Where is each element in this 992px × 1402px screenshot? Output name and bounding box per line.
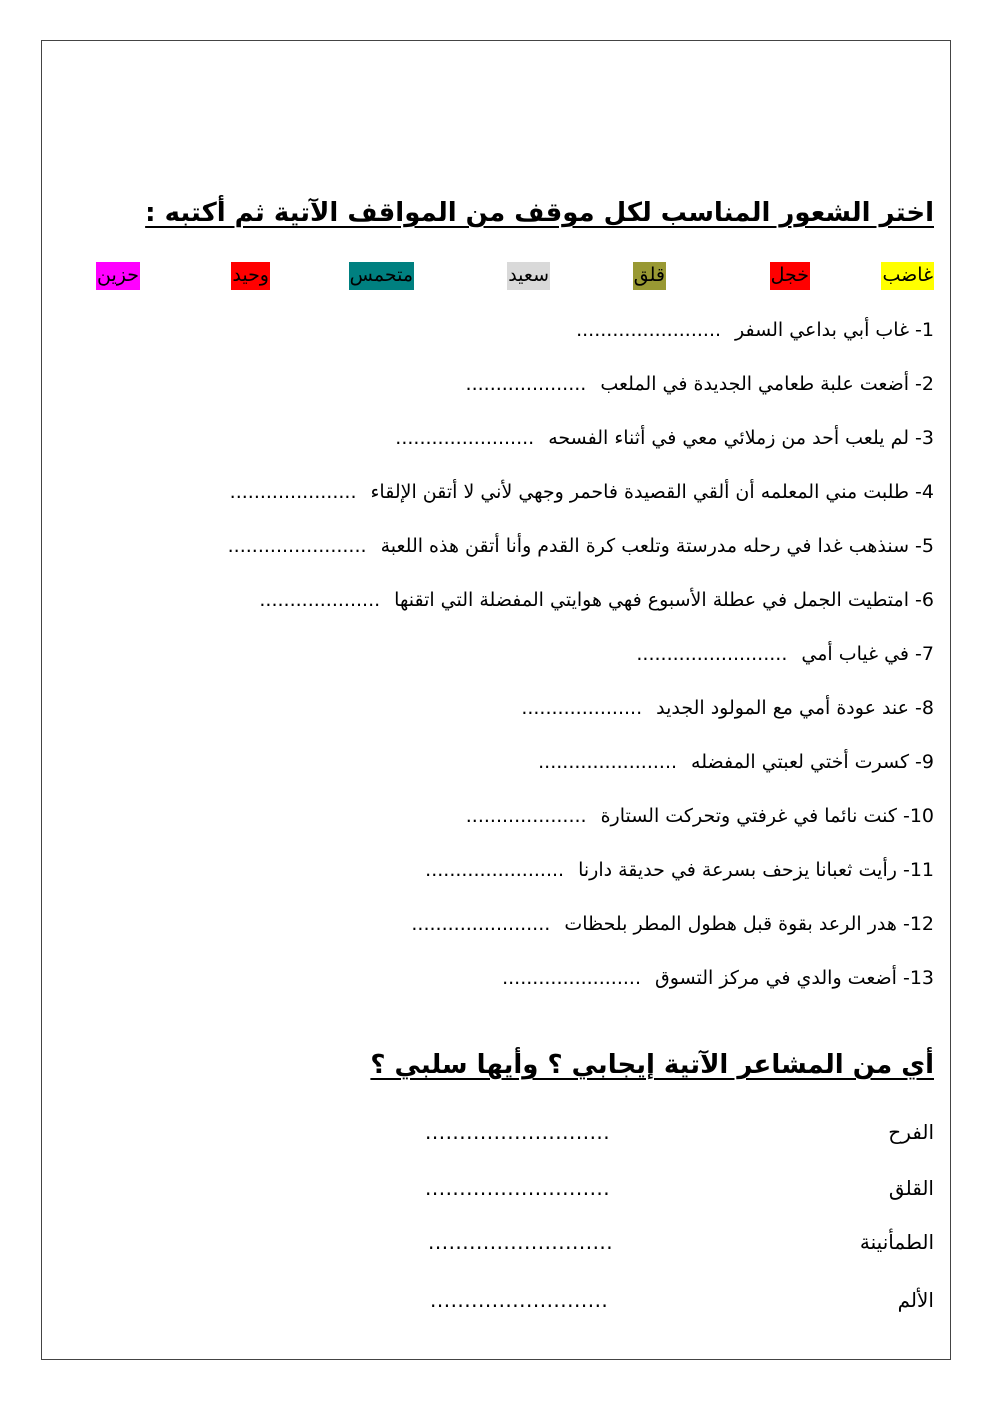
word-bank-item-shy: خجل (770, 262, 810, 290)
question-text: 1- غاب أبي بداعي السفر (735, 319, 934, 341)
question-text: 11- رأيت ثعبانا يزحف بسرعة في حديقة دارنا (578, 859, 934, 881)
answer-blank[interactable]: ....................... (395, 427, 535, 449)
answer-blank[interactable]: ......................... (636, 643, 788, 665)
question-4 (230, 478, 934, 506)
word-bank-item-happy: سعيد (507, 262, 550, 290)
answer-blank[interactable]: ....................... (425, 859, 565, 881)
word-bank-item-worried: قلق (633, 262, 666, 290)
question-7 (636, 640, 934, 668)
question-text: 2- أضعت علبة طعامي الجديدة في الملعب (600, 373, 934, 395)
question-text: 5- سنذهب غدا في رحله مدرستة وتلعب كرة القدم وأنا أتقن هذه اللعبة (380, 535, 934, 557)
answer-blank[interactable]: ........................ (576, 319, 722, 341)
question-text: 7- في غياب أمي (801, 643, 934, 665)
question-text: 10- كنت نائما في غرفتي وتحركت الستارة (600, 805, 934, 827)
question-text: 4- طلبت مني المعلمه أن ألقي القصيدة فاحمر وجهي لأني لا أتقن الإلقاء (370, 481, 934, 503)
question-12 (411, 910, 934, 938)
answer-blank[interactable]: ....................... (502, 967, 642, 989)
answer-blank[interactable]: ....................... (411, 913, 551, 935)
answer-blank[interactable]: .................... (259, 589, 381, 611)
question-9 (538, 748, 934, 776)
question-text: 13- أضعت والدي في مركز التسوق (655, 967, 934, 989)
feeling-joy-label: الفرح (888, 1120, 934, 1144)
word-bank-item-sad: حزين (96, 262, 140, 290)
question-10 (466, 802, 934, 830)
feeling-calm-blank[interactable]: ........................... (428, 1230, 614, 1254)
question-text: 12- هدر الرعد بقوة قبل هطول المطر بلحظات (564, 913, 934, 935)
section1-title: اختر الشعور المناسب لكل موقف من المواقف الآتية ثم أكتبه : (145, 198, 934, 228)
answer-blank[interactable]: ..................... (229, 481, 357, 503)
word-bank-item-lonely: وحيد (231, 262, 270, 290)
feeling-pain-blank[interactable]: .......................... (430, 1288, 609, 1312)
feeling-anxiety-label: القلق (888, 1176, 934, 1200)
question-13 (502, 964, 934, 992)
answer-blank[interactable]: ....................... (538, 751, 678, 773)
answer-blank[interactable]: ....................... (227, 535, 367, 557)
question-text: 3- لم يلعب أحد من زملائي معي في أثناء الفسحه (548, 427, 934, 449)
question-5 (228, 532, 934, 560)
question-6 (259, 586, 934, 614)
question-11 (425, 856, 934, 884)
feeling-calm-label: الطمأنينة (859, 1230, 934, 1254)
feeling-joy-blank[interactable]: ........................... (425, 1120, 611, 1144)
question-text: 9- كسرت أختي لعبتي المفضله (691, 751, 934, 773)
answer-blank[interactable]: .................... (465, 373, 587, 395)
answer-blank[interactable]: .................... (465, 805, 587, 827)
section2-title: أي من المشاعر الآتية إيجابي ؟ وأيها سلبي ؟ (370, 1050, 934, 1080)
question-3 (395, 424, 934, 452)
word-bank-item-excited: متحمس (349, 262, 414, 290)
word-bank-item-angry: غاضب (881, 262, 934, 290)
question-text: 6- امتطيت الجمل في عطلة الأسبوع فهي هوايتي المفضلة التي اتقنها (394, 589, 934, 611)
question-text: 8- عند عودة أمي مع المولود الجديد (656, 697, 934, 719)
answer-blank[interactable]: .................... (521, 697, 643, 719)
question-8 (521, 694, 934, 722)
feeling-pain-label: الألم (897, 1288, 934, 1312)
question-2 (466, 370, 934, 398)
feeling-anxiety-blank[interactable]: ........................... (425, 1176, 611, 1200)
question-1 (576, 316, 934, 344)
